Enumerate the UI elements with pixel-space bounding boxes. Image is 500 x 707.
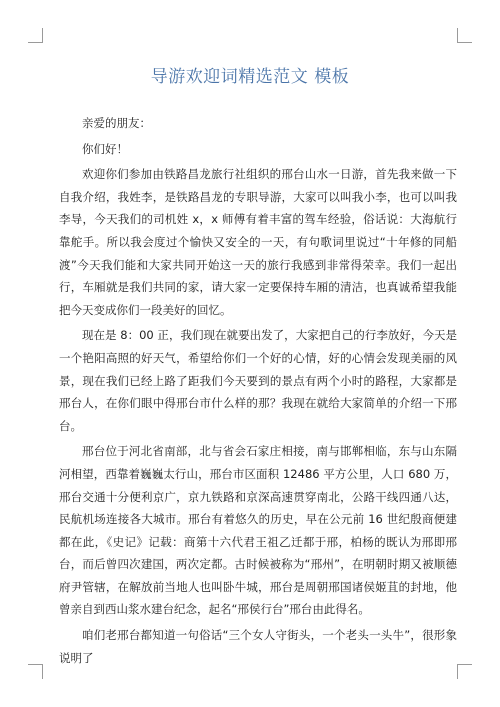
document-title: 导游欢迎词精选范文 模板 <box>150 67 350 87</box>
paragraph-xingtai-overview: 邢台位于河北省南部，北与省会石家庄相接，南与邯郸相临，东与山东隔河相望，西靠着巍巍太行山，邢台市区面积 12486 平方公里，人口 680 万，邢台交通十分便利京广，京九铁路和京深高速贯穿南北，公路干线四通八达，民航机场连接各大城市。邢台有着悠久的历史，早在公元前 16 世纪殷商便建都在此，《史记》记载：商第十六代君王祖乙迁都于邢，柏杨的既认为邢即邢台，而后曾四次建国，两次定都。古时候被称为“邢州”，在明朝时期又被顺德府尹管辖，在解放前当地人也叫卧牛城，邢台是周朝邢国诸侯姬苴的封地，他曾亲自到西山浆水建台纪念，起名“邢侯行台”邢台由此得名。 <box>59 444 457 617</box>
crop-mark-top-left <box>28 28 43 43</box>
crop-mark-bottom-left <box>28 664 43 679</box>
paragraph-introduction: 欢迎你们参加由铁路昌龙旅行社组织的邢台山水一日游，首先我来做一下自我介绍，我姓李，是铁路昌龙的专职导游，大家可以叫我小李，也可以叫我李导，今天我们的司机姓 x，x 师傅有着丰富的驾车经验，俗话说：大海航行靠舵手。所以我会度过个愉快又安全的一天，有句歌词里说过“十年修的同船渡”今天我们能和大家共同开始这一天的旅行我感到非常得荣幸。我们一起出行，车厢就是我们共同的家，请大家一定要保持车厢的清洁，也真诚希望我能把今天变成你们一段美好的回忆。 <box>59 167 457 317</box>
crop-mark-top-right <box>457 28 472 43</box>
crop-mark-bottom-right <box>457 664 472 679</box>
document-body <box>59 112 457 672</box>
salutation: 亲爱的朋友： <box>82 116 151 130</box>
greeting: 你们好！ <box>82 141 128 156</box>
paragraph-departure: 现在是 8：00 正，我们现在就要出发了，大家把自己的行李放好，今天是一个艳阳高照的好天气，希望给你们一个好的心情，好的心情会发现美丽的风景，现在我们已经上路了距我们今天要到的景点有两个小时的路程，大家都是邢台人，在你们眼中得邢台市什么样的那？我现在就给大家简单的介绍一下邢台。 <box>59 328 457 433</box>
paragraph-saying: 咱们老邢台都知道一句俗话“三个女人守街头，一个老头一头牛”，很形象说明了 <box>59 628 457 665</box>
